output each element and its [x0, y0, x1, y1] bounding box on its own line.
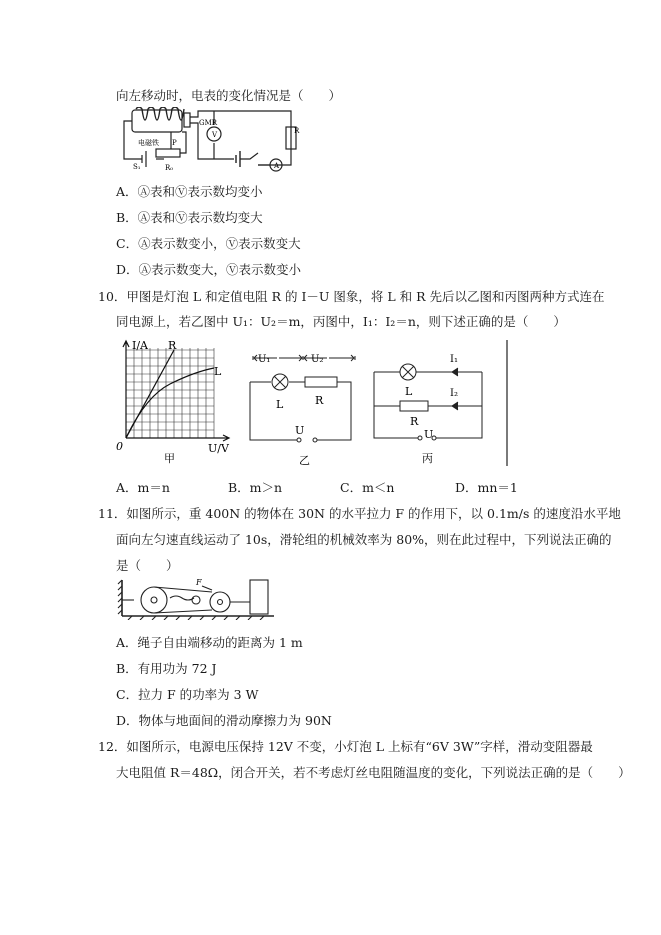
- q10-figure-jia-graph: [110, 338, 235, 468]
- graph-x-label: U/V: [208, 442, 229, 455]
- q9-stem-tail: 向左移动时，电表的变化情况是（ ）: [116, 88, 342, 103]
- graph-caption: 甲: [164, 452, 175, 465]
- bing-i2-label: I₂: [450, 388, 458, 399]
- q10-line2: 同电源上，若乙图中 U₁：U₂＝m，丙图中，I₁：I₂＝n，则下述正确的是（ ）: [116, 314, 566, 329]
- yi-caption: 乙: [299, 454, 310, 467]
- q12-line2: 大电阻值 R＝48Ω，闭合开关，若不考虑灯丝电阻随温度的变化，下列说法正确的是（ ）: [116, 765, 631, 780]
- ammeter-symbol: A: [274, 162, 280, 170]
- q11-option-c: C．拉力 F 的功率为 3 W: [116, 687, 259, 702]
- bing-l-label: L: [405, 385, 413, 398]
- q10-figure-yi-series: [243, 350, 358, 468]
- q10-option-c: C．m＜n: [340, 480, 395, 495]
- pulley-right-icon: [210, 592, 230, 612]
- q9-option-b: B．Ⓐ表和Ⓥ表示数均变大: [116, 210, 263, 225]
- q9-option-c: C．Ⓐ表示数变小，Ⓥ表示数变大: [116, 236, 301, 251]
- graph-l-label: L: [214, 365, 222, 378]
- bing-i1-label: I₁: [450, 354, 458, 365]
- yi-l-label: L: [276, 398, 284, 411]
- q10-line1: 10．甲图是灯泡 L 和定值电阻 R 的 I－U 图象，将 L 和 R 先后以乙图和丙图两种方式连在: [98, 289, 605, 304]
- q11-option-a: A．绳子自由端移动的距离为 1 m: [116, 635, 303, 650]
- yi-u-label: U: [295, 424, 305, 437]
- resistor-r-icon: [400, 401, 428, 411]
- electromagnet-coil: [136, 107, 184, 120]
- yi-u2-label: U₂: [311, 354, 324, 365]
- voltmeter-symbol: V: [212, 131, 218, 139]
- graph-curve-l: [126, 368, 214, 438]
- q10-figure-bing-parallel: [372, 338, 510, 468]
- graph-y-label: I/A: [132, 339, 148, 352]
- q11-line3: 是（ ）: [116, 558, 179, 573]
- graph-origin: 0: [116, 440, 123, 453]
- q10-option-d: D．mn＝1: [455, 480, 518, 495]
- r-label: R: [294, 127, 300, 135]
- gmr-element: [184, 113, 190, 127]
- s1-label: S₁: [133, 163, 141, 171]
- p-label: P: [172, 139, 177, 147]
- electromagnet-core: [132, 110, 182, 132]
- bing-r-label: R: [410, 415, 419, 428]
- q12-line1: 12．如图所示，电源电压保持 12V 不变，小灯泡 L 上标有“6V 3W”字样，滑动变阻器最: [98, 739, 593, 754]
- q11-option-b: B．有用功为 72 J: [116, 661, 217, 676]
- yi-r-label: R: [315, 394, 324, 407]
- q10-option-a: A．m＝n: [116, 480, 170, 495]
- q11-line1: 11．如图所示，重 400N 的物体在 30N 的水平拉力 F 的作用下，以 0.1m/s 的速度沿水平地: [98, 506, 621, 521]
- gmr-label: GMR: [199, 119, 218, 127]
- q9-circuit-figure: [116, 107, 302, 173]
- q11-option-d: D．物体与地面间的滑动摩擦力为 90N: [116, 713, 332, 728]
- q11-line2: 面向左匀速直线运动了 10s，滑轮组的机械效率为 80%，则在此过程中，下列说法正确的: [116, 532, 612, 547]
- graph-r-label: R: [168, 339, 177, 352]
- bing-caption: 丙: [422, 452, 433, 465]
- rheostat-r0: [156, 149, 180, 157]
- q9-option-a: A．Ⓐ表和Ⓥ表示数均变小: [116, 184, 263, 199]
- pulley-left-icon: [141, 587, 167, 613]
- electromagnet-label: 电磁铁: [138, 139, 159, 147]
- block-object: [250, 580, 268, 614]
- q10-option-b: B．m＞n: [228, 480, 283, 495]
- yi-u1-label: U₁: [258, 354, 271, 365]
- resistor-r-icon: [305, 377, 337, 387]
- bing-u-label: U: [424, 428, 434, 441]
- r0-label: R₀: [165, 164, 174, 172]
- q9-option-d: D．Ⓐ表示数变大，Ⓥ表示数变小: [116, 262, 302, 277]
- force-f-label: F: [196, 578, 202, 587]
- q11-pulley-figure: [116, 576, 276, 620]
